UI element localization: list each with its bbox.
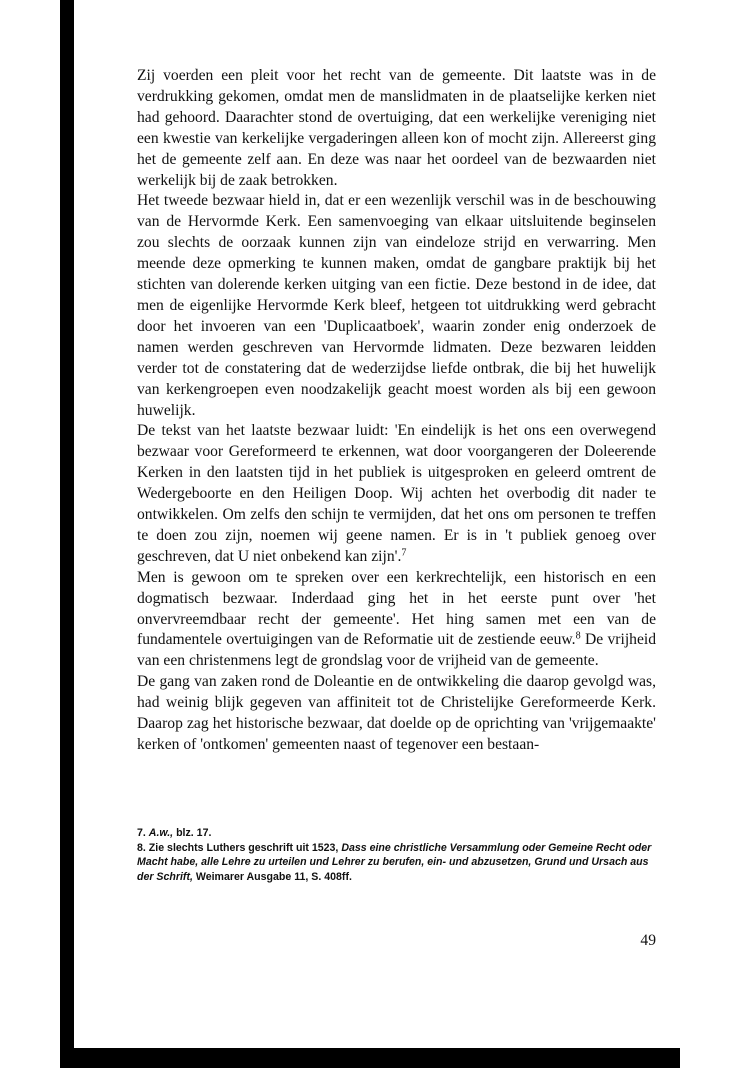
footnote-8-tail: Weimarer Ausgabe 11, S. 408ff. xyxy=(195,870,352,883)
footnote-8-lead: Zie slechts Luthers geschrift uit 1523, xyxy=(148,841,339,854)
footnote-7 xyxy=(137,826,656,841)
footnote-7-ref: A.w., xyxy=(148,827,174,839)
footnote-8 xyxy=(137,841,656,885)
footnote-8-title: Dass eine christliche Versammlung oder Gemeine Recht oder Macht habe, alle Lehre zu urteilen und Lehrer zu berufen, ein- und abzusetzen, Grund und Ursach aus der Schrift, xyxy=(137,841,652,883)
paragraph-3-text: De tekst van het laatste bezwaar luidt: 'En eindelijk is het ons een overwegend bezwaar voor Gereformeerd te erkennen, wat door voorgangeren der Doleerende Kerken in den laatsten tijd in het publiek is uitgesproken en geleerd omtrent de Wedergeboorte en den Heiligen Doop. Wij achten het overbodig dit nader te ontwikkelen. Om zelfs den schijn te vermijden, dat het ons om personen te treffen te doen zou zijn, noemen wij geene namen. Er is in 't publiek genoeg over geschreven, dat U niet onbekend kan zijn'. xyxy=(137,422,656,565)
body-text xyxy=(137,66,656,756)
footnotes xyxy=(137,826,656,884)
paragraph-4-continuation: De vrijheid van een christenmens legt de grondslag voor de vrijheid van de gemeente. xyxy=(137,631,656,670)
page-body xyxy=(137,66,656,756)
paragraph-2: Het tweede bezwaar hield in, dat er een wezenlijk verschil was in de beschouwing van de Hervormde Kerk. Een samenvoeging van elkaar uitsluitende beginselen zou slechts de oorzaak kunnen zijn van eindeloze strijd en verwarring. Men meende deze opmerking te kunnen maken, omdat de gangbare praktijk bij het stichten van dolerende kerken uitging van een fictie. Deze bestond in de idee, dat men de eigenlijke Hervormde Kerk bleef, hetgeen tot uitdrukking werd gebracht door het invoeren van een 'Duplicaatboek', waarin zonder enig onderzoek de namen werden geschreven van Hervormde lidmaten. Deze bezwaren leidden verder tot de constatering dat de wederzijdse liefde ontbrak, die bij het huwelijk van kerkengroepen even noodzakelijk geacht moest worden als bij een gewoon huwelijk. xyxy=(137,192,656,419)
footnote-ref-7[interactable]: 7 xyxy=(401,547,407,559)
scan-border-left xyxy=(60,0,74,1068)
footnote-7-number: 7. xyxy=(137,827,146,839)
paragraph-5: De gang van zaken rond de Doleantie en de ontwikkeling die daarop gevolgd was, had weinig blijk gegeven van affiniteit tot de Christelijke Gereformeerde Kerk. Daarop zag het historische bezwaar, dat doelde op de oprichting van 'vrijgemaakte' kerken of 'ontkomen' gemeenten naast of tegenover een bestaan- xyxy=(137,673,656,753)
footnote-7-text: blz. 17. xyxy=(176,827,212,839)
scan-border-bottom xyxy=(60,1048,680,1068)
page-number: 49 xyxy=(640,932,656,949)
footnote-8-number: 8. xyxy=(137,841,146,854)
footnote-ref-8[interactable]: 8 xyxy=(575,630,581,642)
paragraph-1: Zij voerden een pleit voor het recht van de gemeente. Dit laatste was in de verdrukking gekomen, omdat men de manslidmaten in de plaatselijke kerken niet had gehoord. Daarachter stond de overtuiging, dat een werkelijke vereniging niet een kwestie van kerkelijke vergaderingen alleen kon of mocht zijn. Allereerst ging het de gemeente zelf aan. En deze was naar het oordeel van de bezwaarden niet werkelijk bij de zaak betrokken. xyxy=(137,67,656,189)
paragraph-4 xyxy=(137,568,656,673)
paragraph-4-text: Men is gewoon om te spreken over een kerkrechtelijk, een historisch en een dogmatisch bezwaar. Inderdaad ging het in het eerste punt over 'het onvervreemdbaar recht der gemeente'. Het hing samen met een van de fundamentele overtuigingen van de Reformatie uit de zestiende eeuw. xyxy=(137,568,656,649)
paragraph-3 xyxy=(137,421,656,567)
